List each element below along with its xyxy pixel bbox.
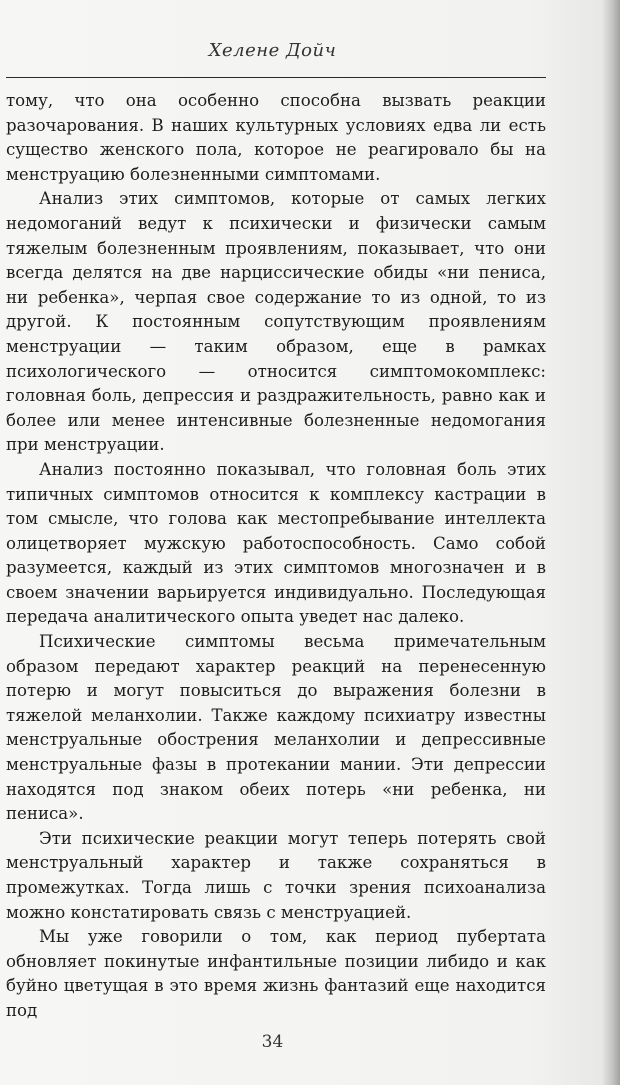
spine-shadow [602,0,620,1085]
page-number: 34 [261,1032,284,1052]
paragraph: тому, что она особенно способна вызвать реакции разочарования. В наших культурных условиях едва ли есть существо женского пола, которое не реагировало бы на менструацию болезненными симптомами. [6,91,546,184]
paragraph: Анализ этих симптомов, которые от самых легких недомоганий ведут к психически и физически самым тяжелым болезненным проявлениям, показывает, что они всегда делятся на две нарциссические обиды «ни пениса, ни ребенка», черпая свое содержание то из одной, то из другой. К постоянным сопутствующим проявлениям менструации — таким образом, еще в рамках психологического — относится симптомокомплекс: головная боль, депрессия и раздражительность, равно как и более или менее интенсивные болезненные недомогания при менструации. [6,189,546,455]
paragraph: Мы уже говорили о том, как период пубертата обновляет покинутые инфантильные позиции либидо и как буйно цветущая в это время жизнь фантазий еще находится под [6,927,546,1020]
paragraph: Анализ постоянно показывал, что головная боль этих типичных симптомов относится к комплексу кастрации в том смысле, что голова как местопребывание интеллекта олицетворяет мужскую работоспособность. Само собой разумеется, каждый из этих симптомов многозначен и в своем значении варьируется индивидуально. Последующая передача аналитического опыта уведет нас далеко. [6,459,546,627]
paragraph: Психические симптомы весьма примечательным образом передают характер реакций на перенесенную потерю и могут повыситься до выражения болезни в тяжелой меланхолии. Также каждому психиатру известны менструальные обострения меланхолии и депрессивные менструальные фазы в протекании мании. Эти депрессии находятся под знаком обеих потерь «ни ребенка, ни пениса». [6,632,546,824]
paragraph: Эти психические реакции могут теперь потерять свой менструальный характер и также сохраняться в промежутках. Тогда лишь с точки зрения психоанализа можно констатировать связь с менструацией. [6,828,546,922]
body-text [6,89,546,1024]
running-head: Хелене Дойч [208,40,337,61]
header-rule [6,77,546,78]
